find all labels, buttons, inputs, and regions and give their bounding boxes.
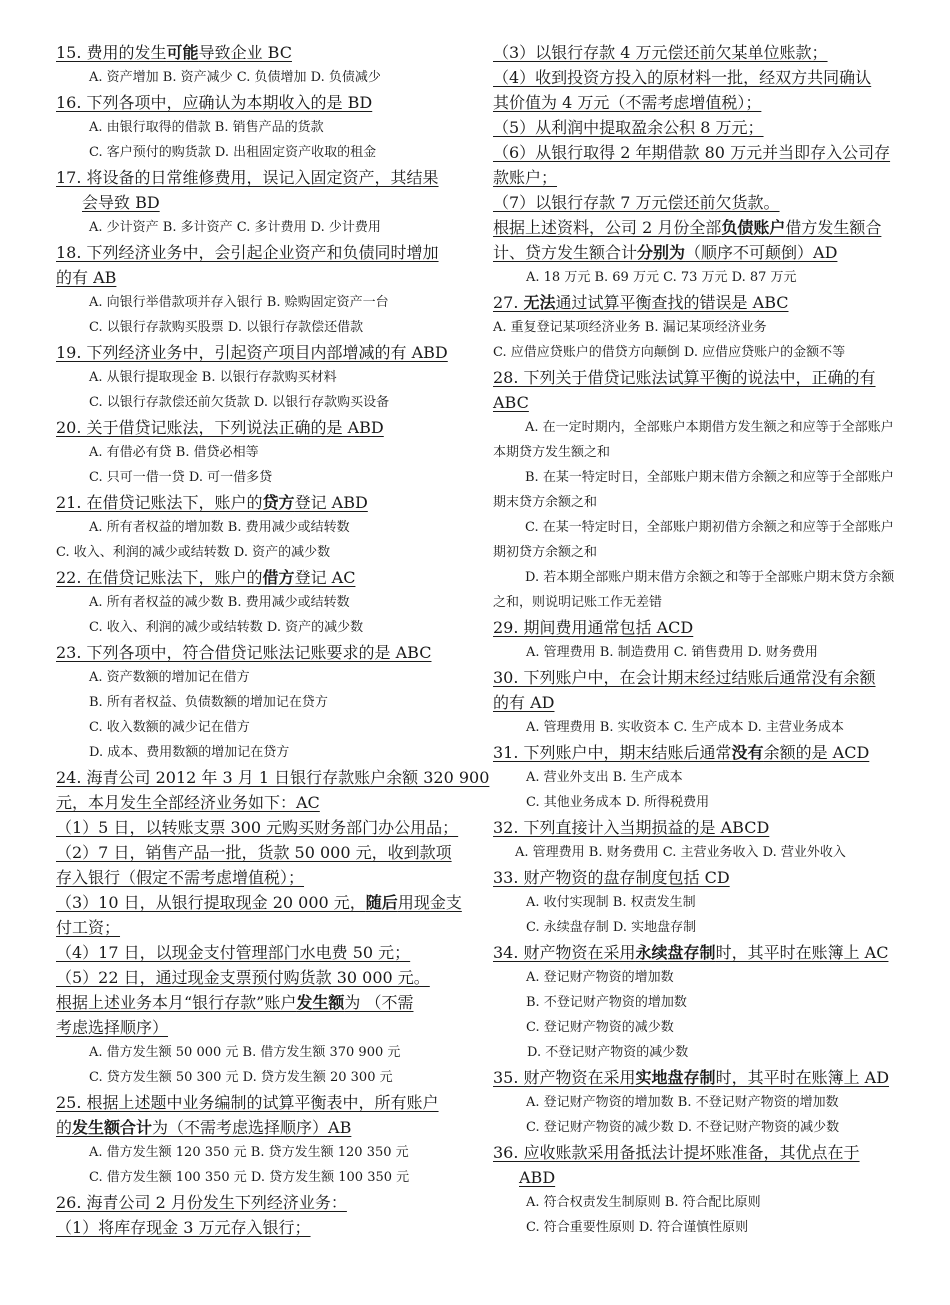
question-23-option-a: A. 资产数额的增加记在借方 [89, 670, 250, 685]
question-16-options-1: A. 由银行取得的借款 B. 销售产品的货款 [89, 120, 324, 135]
question-30-line-2: 的有 AD [493, 693, 555, 712]
question-28-option-c: C. 在某一特定时日，全部账户期初借方余额之和应等于全部账户期初贷方余额之和 [493, 520, 894, 560]
left-column [56, 40, 490, 1240]
question-26-line-7: （6）从银行取得 2 年期借款 80 万元并当即存入公司存 [493, 143, 891, 162]
question-18-options-1: A. 向银行举借款项并存入银行 B. 赊购固定资产一台 [89, 295, 389, 310]
question-34-option-c: C. 登记财产物资的减少数 [526, 1020, 674, 1035]
question-22-options-2: C. 收入、利润的减少或结转数 D. 资产的减少数 [89, 620, 364, 635]
question-33-options-1: A. 收付实现制 B. 权责发生制 [526, 895, 696, 910]
question-26-options: A. 18 万元 B. 69 万元 C. 73 万元 D. 87 万元 [526, 270, 797, 285]
question-23-option-c: C. 收入数额的减少记在借方 [89, 720, 250, 735]
question-26-line-3: （3）以银行存款 4 万元偿还前欠某单位账款； [493, 43, 828, 62]
question-24-line-4: （2）7 日，销售产品一批，货款 50 000 元，收到款项 [56, 843, 452, 862]
question-28-line-1: 28. 下列关于借贷记账法试算平衡的说法中，正确的有 [493, 368, 876, 387]
question-26-line-5: 其价值为 4 万元（不需考虑增值税）； [493, 93, 762, 112]
question-16-options-2: C. 客户预付的购货款 D. 出租固定资产收取的租金 [89, 145, 377, 160]
question-27: 27. 无法通过试算平衡查找的错误是 ABC [493, 293, 789, 312]
question-20: 20. 关于借贷记账法，下列说法正确的是 ABD [56, 418, 384, 437]
question-34-option-d: D. 不登记财产物资的减少数 [527, 1045, 689, 1060]
question-18-line-2: 的有 AB [56, 268, 117, 287]
question-19: 19. 下列经济业务中，引起资产项目内部增减的有 ABD [56, 343, 448, 362]
question-28-option-a: A. 在一定时期内，全部账户本期借方发生额之和应等于全部账户本期贷方发生额之和 [493, 420, 894, 460]
question-27-options-1: A. 重复登记某项经济业务 B. 漏记某项经济业务 [493, 320, 767, 335]
question-23-option-b: B. 所有者权益、负债数额的增加记在贷方 [89, 695, 328, 710]
question-19-options-1: A. 从银行提取现金 B. 以银行存款购买材料 [89, 370, 337, 385]
question-30-options: A. 管理费用 B. 实收资本 C. 生产成本 D. 主营业务成本 [526, 720, 844, 735]
question-26-line-10: 根据上述资料，公司 2 月份全部负债账户借方发生额合 [493, 218, 882, 237]
question-33-options-2: C. 永续盘存制 D. 实地盘存制 [526, 920, 697, 935]
question-24-options-1: A. 借方发生额 50 000 元 B. 借方发生额 370 900 元 [89, 1045, 401, 1060]
question-26-line-4: （4）收到投资方投入的原材料一批，经双方共同确认 [493, 68, 872, 87]
question-23-option-d: D. 成本、费用数额的增加记在贷方 [89, 745, 290, 760]
question-18-line-1: 18. 下列经济业务中，会引起企业资产和负债同时增加 [56, 243, 439, 262]
question-28-option-b: B. 在某一特定时日，全部账户期末借方余额之和应等于全部账户期末贷方余额之和 [493, 470, 894, 510]
question-33: 33. 财产物资的盘存制度包括 CD [493, 868, 730, 887]
question-24-line-5: 存入银行（假定不需考虑增值税）； [56, 868, 305, 887]
question-30-line-1: 30. 下列账户中，在会计期末经过结账后通常没有余额 [493, 668, 876, 687]
question-35-options-2: C. 登记财产物资的减少数 D. 不登记财产物资的减少数 [526, 1120, 840, 1135]
question-32-options: A. 管理费用 B. 财务费用 C. 主营业务收入 D. 营业外收入 [515, 845, 846, 860]
question-24-options-2: C. 贷方发生额 50 300 元 D. 贷方发生额 20 300 元 [89, 1070, 393, 1085]
question-17-line-1: 17. 将设备的日常维修费用，误记入固定资产，其结果 [56, 168, 439, 187]
question-24-line-3: （1）5 日，以转账支票 300 元购买财务部门办公用品； [56, 818, 459, 837]
question-24-line-11: 考虑选择顺序） [56, 1018, 169, 1037]
question-24-line-2: 元，本月发生全部经济业务如下：AC [56, 793, 320, 812]
question-25-line-2: 的发生额合计为（不需考虑选择顺序）AB [56, 1118, 352, 1137]
question-36-options-1: A. 符合权责发生制原则 B. 符合配比原则 [526, 1195, 761, 1210]
question-34-option-a: A. 登记财产物资的增加数 [526, 970, 674, 985]
question-34: 34. 财产物资在采用永续盘存制时，其平时在账簿上 AC [493, 943, 889, 962]
question-21-options-1: A. 所有者权益的增加数 B. 费用减少或结转数 [89, 520, 350, 535]
question-25-line-1: 25. 根据上述题中业务编制的试算平衡表中，所有账户 [56, 1093, 439, 1112]
question-22-options-1: A. 所有者权益的减少数 B. 费用减少或结转数 [89, 595, 350, 610]
question-26-line-2: （1）将库存现金 3 万元存入银行； [56, 1218, 311, 1237]
question-23: 23. 下列各项中，符合借贷记账法记账要求的是 ABC [56, 643, 432, 662]
question-35: 35. 财产物资在采用实地盘存制时，其平时在账簿上 AD [493, 1068, 890, 1087]
question-35-options-1: A. 登记财产物资的增加数 B. 不登记财产物资的增加数 [526, 1095, 839, 1110]
question-20-options-2: C. 只可一借一贷 D. 可一借多贷 [89, 470, 273, 485]
question-24-line-10: 根据上述业务本月“银行存款”账户发生额为 （不需 [56, 993, 414, 1012]
question-15-options: A. 资产增加 B. 资产减少 C. 负债增加 D. 负债减少 [89, 70, 381, 85]
question-32: 32. 下列直接计入当期损益的是 ABCD [493, 818, 770, 837]
question-21: 21. 在借贷记账法下，账户的贷方登记 ABD [56, 493, 368, 512]
question-17-line-2: 会导致 BD [82, 193, 160, 212]
question-19-options-2: C. 以银行存款偿还前欠货款 D. 以银行存款购买设备 [89, 395, 390, 410]
question-24-line-6: （3）10 日，从银行提取现金 20 000 元，随后用现金支 [56, 893, 462, 912]
question-34-option-b: B. 不登记财产物资的增加数 [526, 995, 687, 1010]
question-24-line-9: （5）22 日，通过现金支票预付购货款 30 000 元。 [56, 968, 430, 987]
question-24-line-1: 24. 海青公司 2012 年 3 月 1 日银行存款账户余额 320 900 [56, 768, 490, 787]
right-column [493, 40, 903, 1240]
question-20-options-1: A. 有借必有贷 B. 借贷必相等 [89, 445, 259, 460]
question-17-options: A. 少计资产 B. 多计资产 C. 多计费用 D. 少计费用 [89, 220, 381, 235]
question-25-options-2: C. 借方发生额 100 350 元 D. 贷方发生额 100 350 元 [89, 1170, 410, 1185]
question-31-options-1: A. 营业外支出 B. 生产成本 [526, 770, 683, 785]
question-36-line-2: ABD [519, 1168, 556, 1187]
question-18-options-2: C. 以银行存款购买股票 D. 以银行存款偿还借款 [89, 320, 364, 335]
question-21-options-2: C. 收入、利润的减少或结转数 D. 资产的减少数 [56, 545, 331, 560]
question-24-line-7: 付工资； [56, 918, 121, 937]
question-36-line-1: 36. 应收账款采用备抵法计提坏账准备，其优点在于 [493, 1143, 860, 1162]
question-24-line-8: （4）17 日，以现金支付管理部门水电费 50 元； [56, 943, 411, 962]
question-26-line-1: 26. 海青公司 2 月份发生下列经济业务： [56, 1193, 347, 1212]
question-25-options-1: A. 借方发生额 120 350 元 B. 贷方发生额 120 350 元 [89, 1145, 409, 1160]
question-22: 22. 在借贷记账法下，账户的借方登记 AC [56, 568, 356, 587]
question-26-line-9: （7）以银行存款 7 万元偿还前欠货款。 [493, 193, 780, 212]
question-36-options-2: C. 符合重要性原则 D. 符合谨慎性原则 [526, 1220, 749, 1235]
question-27-options-2: C. 应借应贷账户的借贷方向颠倒 D. 应借应贷账户的金额不等 [493, 345, 846, 360]
question-31-options-2: C. 其他业务成本 D. 所得税费用 [526, 795, 710, 810]
question-29: 29. 期间费用通常包括 ACD [493, 618, 694, 637]
question-15: 15. 费用的发生可能导致企业 BC [56, 43, 292, 62]
question-26-line-6: （5）从利润中提取盈余公积 8 万元； [493, 118, 764, 137]
question-16: 16. 下列各项中，应确认为本期收入的是 BD [56, 93, 373, 112]
question-26-line-8: 款账户； [493, 168, 558, 187]
question-31: 31. 下列账户中，期末结账后通常没有余额的是 ACD [493, 743, 870, 762]
question-28-line-2: ABC [493, 393, 529, 412]
question-28-option-d: D. 若本期全部账户期末借方余额之和等于全部账户期末贷方余额之和，则说明记账工作无差错 [493, 570, 895, 610]
question-26-line-11: 计、贷方发生额合计分别为（顺序不可颠倒）AD [493, 243, 838, 262]
question-29-options: A. 管理费用 B. 制造费用 C. 销售费用 D. 财务费用 [526, 645, 818, 660]
